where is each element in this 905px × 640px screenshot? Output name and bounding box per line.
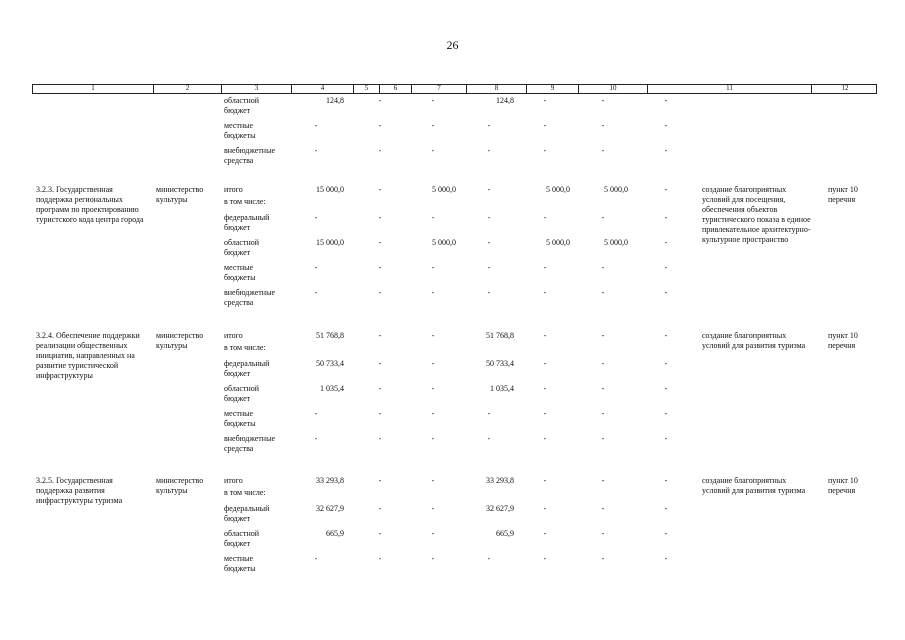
cell-value: - [543,288,547,297]
cell-value: - [601,476,605,485]
cell-value: - [543,384,547,393]
cell-value: 124,8 [496,96,514,105]
cell-value: - [601,384,605,393]
cell-value: - [431,504,435,513]
cell-value: - [378,288,382,297]
row-label: внебюджетные средства [224,146,275,165]
cell-value: - [378,96,382,105]
cell-value: - [664,359,668,368]
cell-value: 5 000,0 [604,185,628,194]
cell-value: - [431,409,435,418]
cell-value: 5 000,0 [604,238,628,247]
measure-name: 3.2.5. Государственная поддержка развития инфраструктуры туризма [36,476,123,505]
cell-value: - [601,529,605,538]
cell-value: - [314,121,318,130]
cell-value: - [664,213,668,222]
cell-value: 5 000,0 [432,238,456,247]
cell-value: - [431,359,435,368]
cell-value: - [664,384,668,393]
cell-value: - [378,185,382,194]
cell-value: - [314,288,318,297]
cell-value: - [314,409,318,418]
cell-value: - [601,554,605,563]
column-header-8: 8 [466,84,526,94]
cell-value: - [664,331,668,340]
reference: пункт 10 перечня [828,476,858,495]
cell-value: - [431,529,435,538]
row-label: местные бюджеты [224,554,256,573]
column-header-5: 5 [353,84,379,94]
cell-value: 33 293,8 [486,476,514,485]
cell-value: 5 000,0 [546,238,570,247]
cell-value: - [664,409,668,418]
cell-value: - [487,554,491,563]
cell-value: - [664,504,668,513]
cell-value: - [664,434,668,443]
column-header-7: 7 [411,84,466,94]
cell-value: - [543,146,547,155]
cell-value: - [664,263,668,272]
cell-value: - [543,331,547,340]
expected-result: создание благоприятных условий для развития туризма [702,476,806,495]
cell-value: 51 768,8 [486,331,514,340]
row-label: местные бюджеты [224,121,256,140]
cell-value: - [378,238,382,247]
cell-value: - [378,213,382,222]
cell-value: - [601,96,605,105]
row-label: местные бюджеты [224,263,256,282]
cell-value: - [543,554,547,563]
column-header-2: 2 [153,84,221,94]
cell-value: - [378,384,382,393]
cell-value: - [601,504,605,513]
row-label: итого [224,185,243,194]
cell-value: - [543,529,547,538]
cell-value: - [378,359,382,368]
row-label: областной бюджет [224,529,260,548]
cell-value: - [378,121,382,130]
executor: министерство культуры [156,476,204,495]
cell-value: - [664,185,668,194]
cell-value: - [431,263,435,272]
cell-value: - [664,476,668,485]
column-header-4: 4 [291,84,353,94]
cell-value: - [543,434,547,443]
cell-value: - [487,434,491,443]
cell-value: - [487,213,491,222]
cell-value: - [431,331,435,340]
cell-value: - [431,476,435,485]
cell-value: - [431,384,435,393]
cell-value: - [664,554,668,563]
cell-value: - [601,359,605,368]
cell-value: - [601,146,605,155]
row-label: в том числе: [224,197,266,206]
column-header-3: 3 [221,84,291,94]
cell-value: - [543,504,547,513]
row-label: итого [224,476,243,485]
cell-value: - [378,409,382,418]
cell-value: - [543,213,547,222]
cell-value: - [431,288,435,297]
cell-value: 665,9 [496,529,514,538]
cell-value: - [601,409,605,418]
cell-value: - [378,263,382,272]
measure-name: 3.2.3. Государственная поддержка региональных программ по проектированию туристского кода центра города [36,185,144,224]
cell-value: 15 000,0 [316,238,344,247]
cell-value: 5 000,0 [546,185,570,194]
row-label: итого [224,331,243,340]
column-header-6: 6 [379,84,411,94]
row-label: федеральный бюджет [224,213,270,232]
row-label: областной бюджет [224,96,260,115]
cell-value: - [378,434,382,443]
cell-value: - [314,434,318,443]
column-header-9: 9 [526,84,578,94]
executor: министерство культуры [156,185,204,204]
cell-value: - [543,121,547,130]
cell-value: - [543,359,547,368]
cell-value: - [664,529,668,538]
cell-value: - [601,331,605,340]
cell-value: - [543,409,547,418]
cell-value: - [487,146,491,155]
cell-value: - [664,146,668,155]
cell-value: - [543,263,547,272]
column-header-11: 11 [647,84,811,94]
cell-value: - [487,121,491,130]
column-header-1: 1 [91,84,95,92]
cell-value: - [601,263,605,272]
reference: пункт 10 перечня [828,185,858,204]
row-label: федеральный бюджет [224,359,270,378]
cell-value: - [664,238,668,247]
cell-value: - [314,554,318,563]
row-label: местные бюджеты [224,409,256,428]
executor: министерство культуры [156,331,204,350]
cell-value: 51 768,8 [316,331,344,340]
cell-value: - [378,476,382,485]
cell-value: - [601,213,605,222]
cell-value: - [378,504,382,513]
cell-value: - [314,263,318,272]
page-number: 26 [446,38,459,52]
cell-value: 33 293,8 [316,476,344,485]
cell-value: - [487,263,491,272]
cell-value: 50 733,4 [486,359,514,368]
cell-value: - [378,146,382,155]
cell-value: - [543,96,547,105]
row-label: в том числе: [224,488,266,497]
cell-value: - [487,185,491,194]
cell-value: - [431,121,435,130]
row-label: областной бюджет [224,238,260,257]
cell-value: - [601,434,605,443]
cell-value: - [378,554,382,563]
cell-value: - [601,288,605,297]
column-header-12: 12 [811,84,878,94]
cell-value: - [601,121,605,130]
cell-value: - [431,213,435,222]
row-label: областной бюджет [224,384,260,403]
expected-result: создание благоприятных условий для развития туризма [702,331,806,350]
reference: пункт 10 перечня [828,331,858,350]
column-header-10: 10 [578,84,647,94]
row-label: в том числе: [224,343,266,352]
cell-value: - [314,146,318,155]
cell-value: - [431,434,435,443]
cell-value: 32 627,9 [486,504,514,513]
cell-value: - [431,146,435,155]
row-label: федеральный бюджет [224,504,270,523]
measure-name: 3.2.4. Обеспечение поддержки реализации общественных инициатив, направленных на развитие туристической инфраструктуры [36,331,140,380]
cell-value: 665,9 [326,529,344,538]
cell-value: - [431,554,435,563]
cell-value: 124,8 [326,96,344,105]
cell-value: - [487,238,491,247]
cell-value: 32 627,9 [316,504,344,513]
cell-value: 5 000,0 [432,185,456,194]
cell-value: 15 000,0 [316,185,344,194]
table-header-row [32,84,877,94]
expected-result: создание благоприятных условий для посещения, обеспечения объектов туристического показа в единое привлекательное архитектурно-культурное пространство [702,185,811,244]
cell-value: - [664,121,668,130]
cell-value: - [378,529,382,538]
cell-value: - [431,96,435,105]
cell-value: - [664,288,668,297]
cell-value: 1 035,4 [490,384,514,393]
cell-value: - [664,96,668,105]
cell-value: - [378,331,382,340]
cell-value: 50 733,4 [316,359,344,368]
cell-value: - [487,409,491,418]
row-label: внебюджетные средства [224,288,275,307]
cell-value: - [487,288,491,297]
row-label: внебюджетные средства [224,434,275,453]
cell-value: - [314,213,318,222]
cell-value: - [543,476,547,485]
cell-value: 1 035,4 [320,384,344,393]
